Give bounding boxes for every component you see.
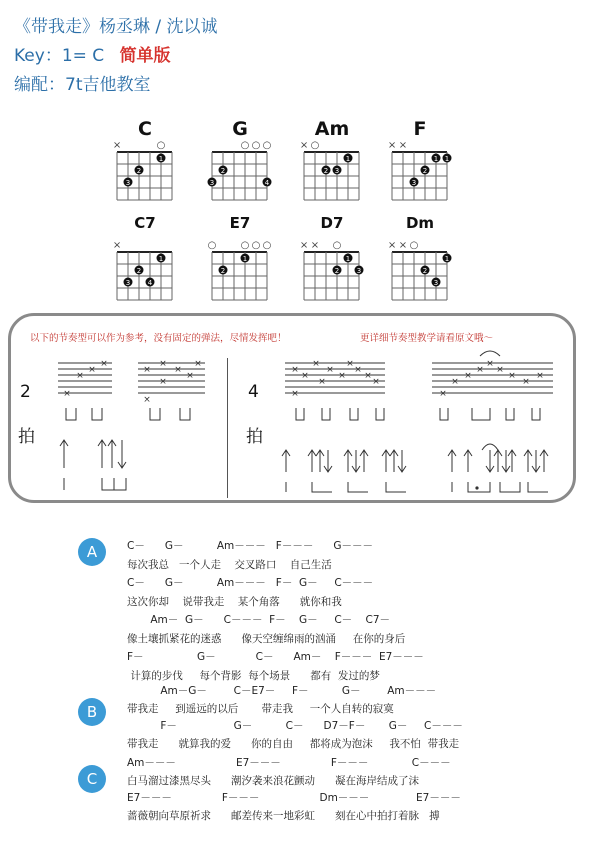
lyric-line: 蔷薇朝向草原祈求 邮差传来一地彩虹 刻在心中拍打着脉 搏 — [127, 809, 440, 822]
key-label: Key：1= C — [14, 46, 105, 66]
svg-text:2: 2 — [422, 167, 428, 175]
svg-text:○: ○ — [207, 240, 217, 251]
svg-text:×: × — [346, 359, 354, 369]
lyric-line: 带我走 到遥远的以后 带走我 一个人自转的寂寞 — [127, 702, 394, 715]
svg-text:×: × — [338, 371, 346, 381]
rhythm-divider — [227, 358, 228, 498]
svg-text:×: × — [159, 377, 167, 387]
chord-line: F－ G－ C－ D7－F－ G－ C－－－ — [127, 720, 463, 732]
svg-text:×: × — [174, 365, 182, 375]
svg-text:○: ○ — [262, 240, 272, 251]
svg-text:×: × — [301, 371, 309, 381]
svg-text:×: × — [291, 365, 299, 375]
svg-text:○: ○ — [332, 240, 342, 251]
chord-line: C－ G－ Am－－－ F－－－ G－－－ — [127, 540, 373, 552]
svg-text:×: × — [143, 365, 151, 375]
lyric-line: 每次我总 一个人走 交叉路口 自己生活 — [127, 558, 332, 571]
svg-text:3: 3 — [334, 167, 340, 175]
rhythm-note-link: 更详细节奏型教学请看原文哦～ — [360, 333, 494, 344]
svg-text:×: × — [159, 359, 167, 369]
svg-text:2: 2 — [323, 167, 329, 175]
chord-name: Am — [314, 118, 350, 140]
svg-text:3: 3 — [125, 279, 131, 287]
chord-grid — [112, 118, 195, 218]
arranger-line: 编配：7t吉他教室 — [14, 75, 151, 95]
svg-text:×: × — [186, 371, 194, 381]
chord-name: D7 — [320, 214, 344, 232]
svg-text:2: 2 — [220, 267, 226, 275]
svg-text:2: 2 — [334, 267, 340, 275]
section-badge-a: A — [78, 538, 106, 566]
svg-text:×: × — [522, 377, 530, 387]
svg-text:○: ○ — [156, 140, 166, 151]
svg-text:×: × — [143, 395, 151, 405]
key-line — [14, 46, 171, 66]
chord-grid — [387, 218, 470, 318]
svg-text:1: 1 — [433, 155, 439, 163]
svg-text:×: × — [364, 371, 372, 381]
svg-text:1: 1 — [242, 255, 248, 263]
svg-text:×: × — [310, 240, 320, 251]
svg-text:2: 2 — [422, 267, 428, 275]
svg-text:○: ○ — [251, 240, 261, 251]
svg-text:×: × — [372, 377, 380, 387]
version-label: 简单版 — [119, 46, 171, 66]
chord-grid — [112, 218, 195, 318]
svg-text:1: 1 — [345, 255, 351, 263]
svg-text:×: × — [194, 359, 202, 369]
lyric-line: 白马溜过漆黑尽头 潮汐袭来浪花颤动 凝在海岸结成了沫 — [127, 774, 420, 787]
section-badge-b: B — [78, 698, 106, 726]
svg-text:○: ○ — [310, 140, 320, 151]
svg-text:×: × — [387, 140, 397, 151]
song-title: 《带我走》杨丞琳 / 沈以诚 — [14, 17, 218, 37]
svg-text:×: × — [398, 240, 408, 251]
svg-text:×: × — [354, 365, 362, 375]
chord-dm — [387, 214, 470, 318]
section-badge-c: C — [78, 765, 106, 793]
svg-text:×: × — [312, 359, 320, 369]
svg-text:1: 1 — [444, 255, 450, 263]
svg-text:×: × — [112, 140, 122, 151]
svg-text:3: 3 — [209, 179, 215, 187]
svg-text:×: × — [508, 371, 516, 381]
svg-text:×: × — [486, 359, 494, 369]
svg-text:3: 3 — [125, 179, 131, 187]
svg-text:2: 2 — [220, 167, 226, 175]
chord-g — [210, 118, 290, 218]
chord-grid — [207, 218, 290, 318]
chord-name: G — [232, 118, 248, 140]
svg-text:3: 3 — [356, 267, 362, 275]
svg-text:1: 1 — [345, 155, 351, 163]
svg-text:3: 3 — [433, 279, 439, 287]
svg-text:3: 3 — [411, 179, 417, 187]
svg-text:○: ○ — [409, 240, 419, 251]
beat-4-number: 4 — [248, 382, 259, 402]
chord-grid — [299, 218, 382, 318]
svg-text:×: × — [100, 359, 108, 369]
svg-text:4: 4 — [147, 279, 153, 287]
svg-text:×: × — [299, 140, 309, 151]
chord-am — [299, 118, 382, 218]
lyric-line: 带我走 就算我的爱 你的自由 都将成为泡沫 我不怕 带我走 — [127, 737, 460, 750]
svg-text:×: × — [476, 365, 484, 375]
lyric-line: 计算的步伐 每个背影 每个场景 都有 发过的梦 — [127, 669, 380, 682]
svg-text:1: 1 — [158, 155, 164, 163]
svg-text:×: × — [112, 240, 122, 251]
beat-4-pai: 拍 — [246, 427, 263, 447]
svg-text:×: × — [536, 371, 544, 381]
chord-name: C — [138, 118, 152, 140]
chord-name: F — [413, 118, 427, 140]
svg-text:×: × — [398, 140, 408, 151]
chord-line: E7－－－ F－－－ Dm－－－ E7－－－ — [127, 792, 461, 804]
chord-line: F－ G－ C－ Am－ F－－－ E7－－－ — [127, 651, 424, 663]
svg-text:○: ○ — [240, 140, 250, 151]
chord-line: C－ G－ Am－－－ F－ G－ C－－－ — [127, 577, 374, 589]
svg-text:×: × — [439, 389, 447, 399]
svg-text:×: × — [291, 389, 299, 399]
chord-name: Dm — [405, 214, 435, 232]
beat-2-pai: 拍 — [18, 427, 35, 447]
svg-text:×: × — [299, 240, 309, 251]
svg-text:1: 1 — [444, 155, 450, 163]
svg-text:1: 1 — [158, 255, 164, 263]
svg-text:○: ○ — [240, 240, 250, 251]
chord-line: Am－－－ E7－－－ F－－－ C－－－ — [127, 757, 451, 769]
beat-2-number: 2 — [20, 382, 31, 402]
svg-text:×: × — [318, 377, 326, 387]
svg-text:×: × — [451, 377, 459, 387]
svg-text:×: × — [88, 365, 96, 375]
chord-name: C7 — [134, 214, 156, 232]
lyric-line: 像土壤抓紧花的迷惑 像天空缠绵雨的汹涌 在你的身后 — [127, 632, 406, 645]
chord-f — [387, 118, 470, 218]
chord-line: Am－ G－ C－－－ F－ G－ C－ C7－ — [127, 614, 391, 626]
chord-name: E7 — [229, 214, 251, 232]
svg-text:4: 4 — [264, 179, 270, 187]
chord-grid — [210, 118, 290, 218]
svg-text:×: × — [464, 371, 472, 381]
chord-grid — [299, 118, 382, 218]
chord-d7 — [299, 214, 382, 318]
chord-c — [112, 118, 195, 218]
lyric-line: 这次你却 说带我走 某个角落 就你和我 — [127, 595, 342, 608]
svg-text:×: × — [76, 371, 84, 381]
chord-line: Am－G－ C－E7－ F－ G－ Am－－－ — [127, 685, 437, 697]
svg-text:×: × — [387, 240, 397, 251]
svg-text:×: × — [496, 365, 504, 375]
svg-text:○: ○ — [251, 140, 261, 151]
svg-text:×: × — [326, 365, 334, 375]
svg-text:2: 2 — [136, 267, 142, 275]
svg-text:2: 2 — [136, 167, 142, 175]
chord-e7 — [207, 214, 290, 318]
chord-grid — [387, 118, 470, 218]
chord-c7 — [112, 214, 195, 318]
svg-text:×: × — [63, 389, 71, 399]
rhythm-note: 以下的节奏型可以作为参考，没有固定的弹法，尽情发挥吧！ — [30, 333, 287, 344]
svg-text:○: ○ — [262, 140, 272, 151]
